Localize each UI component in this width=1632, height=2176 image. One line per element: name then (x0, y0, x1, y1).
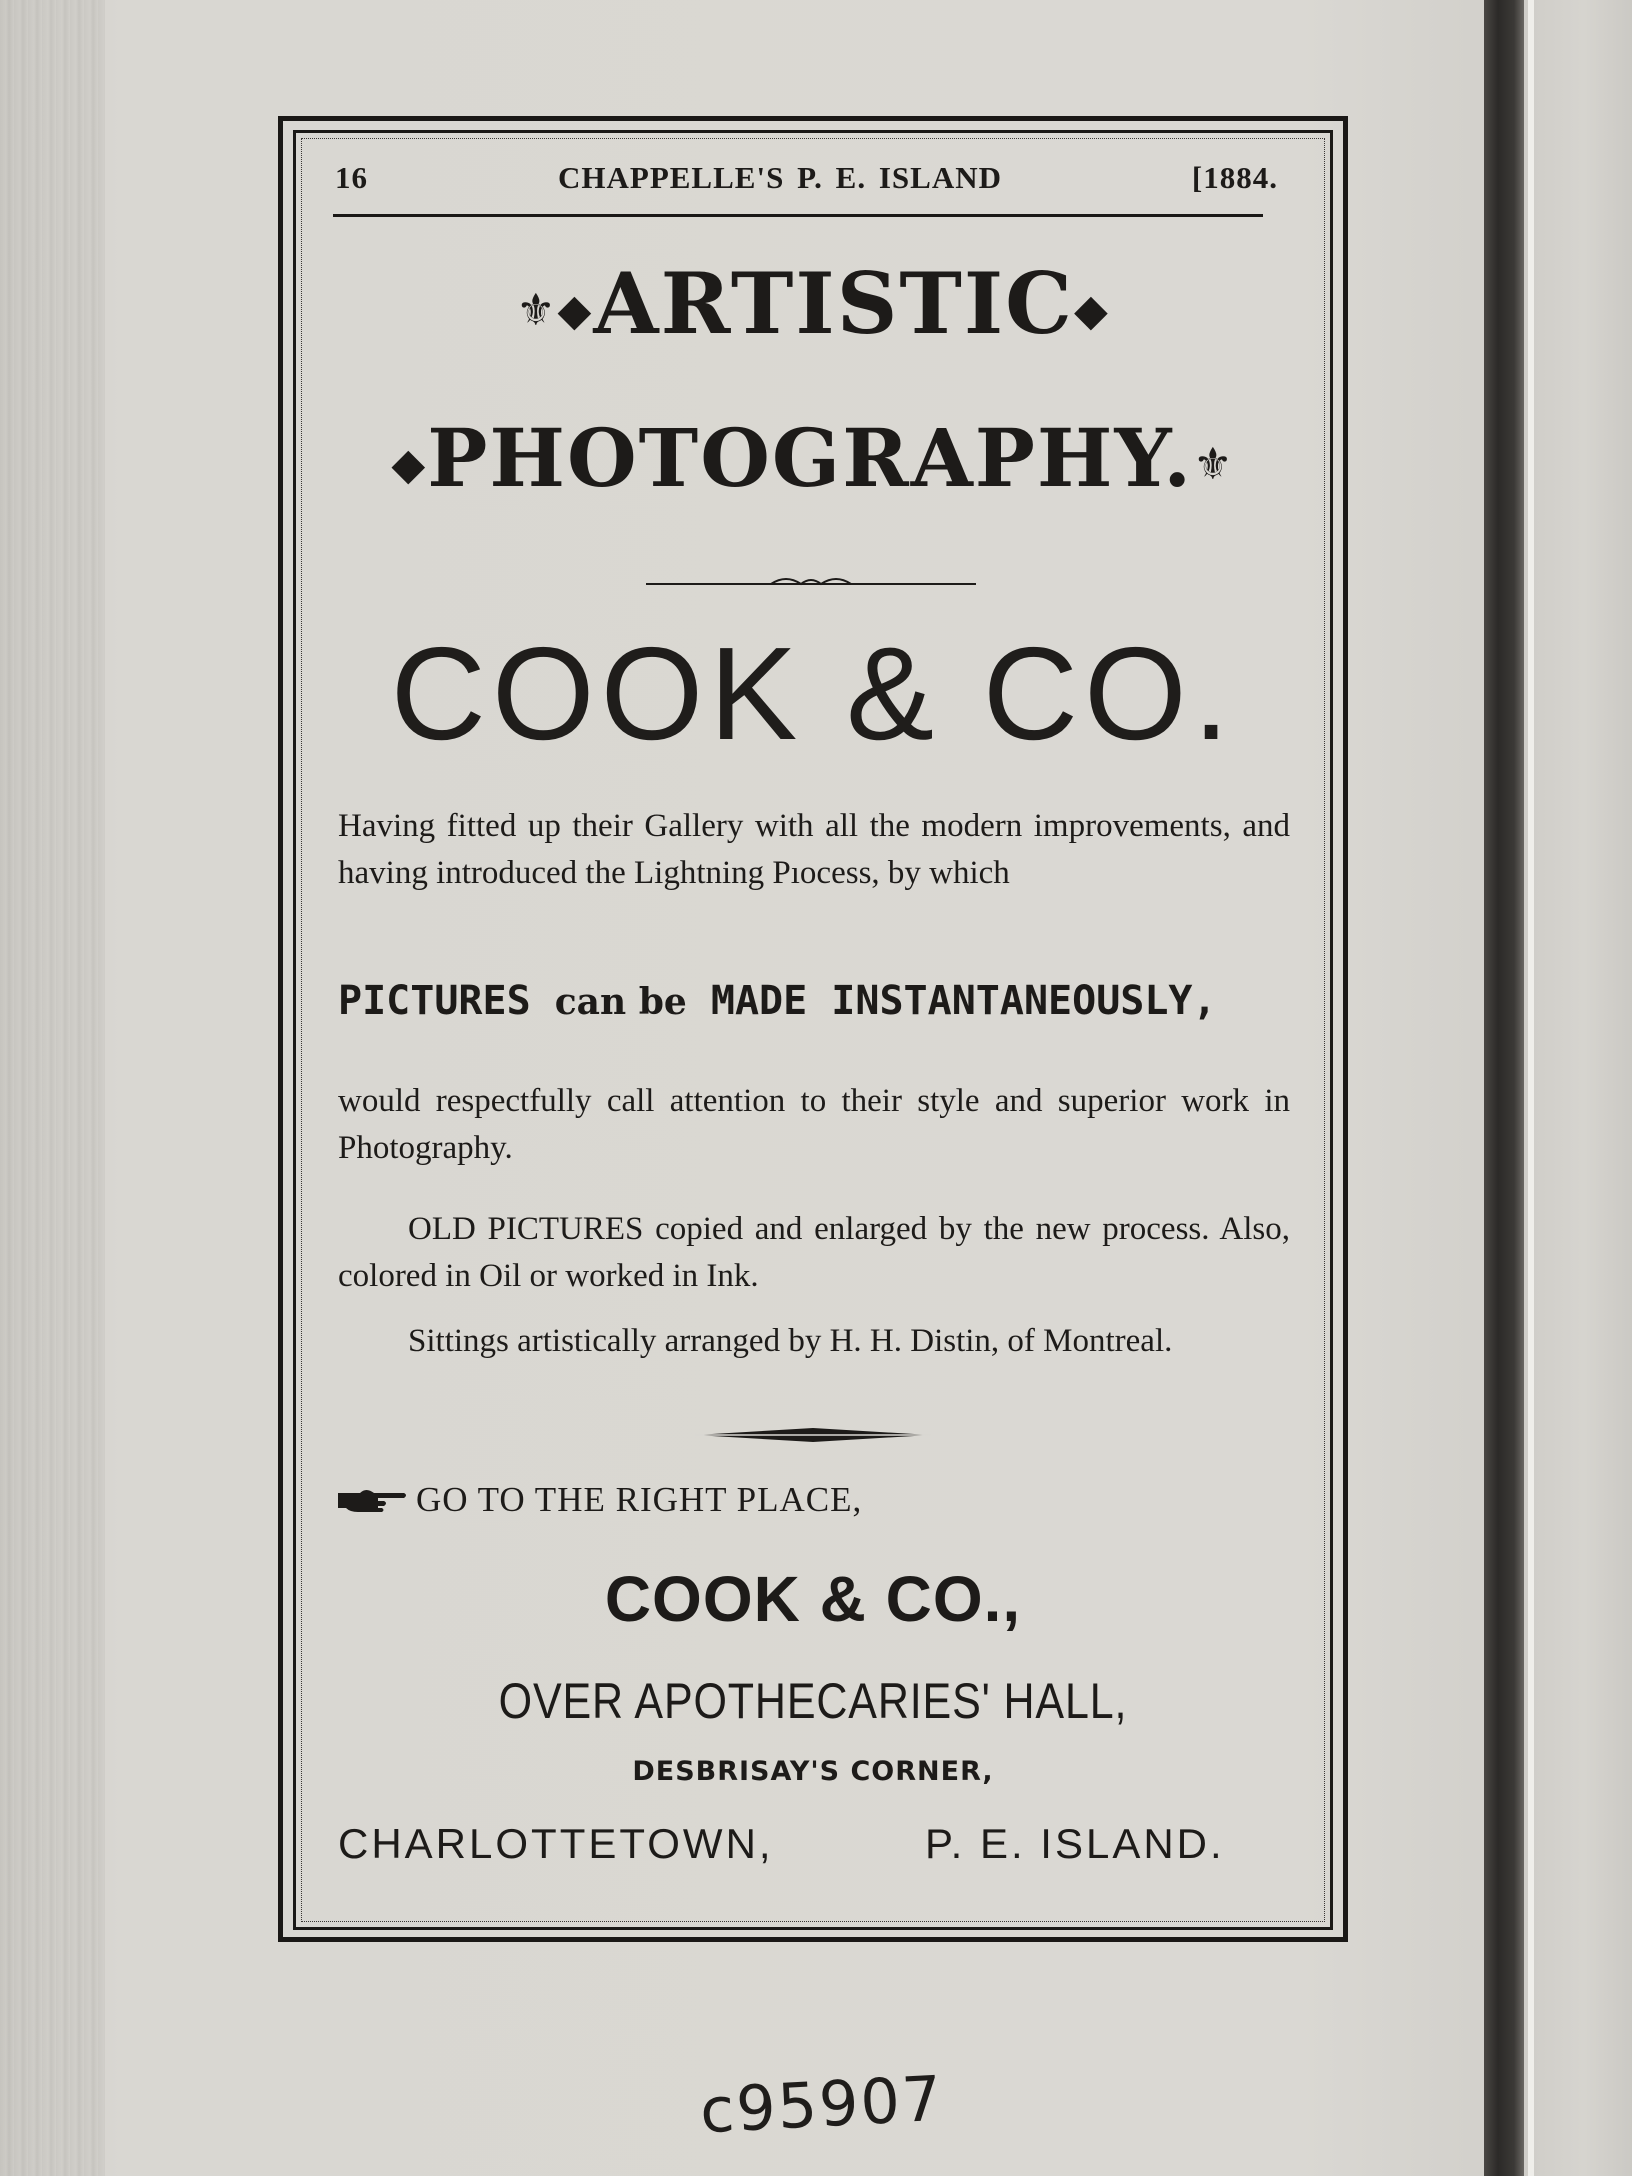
address-line (338, 1820, 1298, 1868)
headline-made-instantaneously: MADE INSTANTANEOUSLY, (710, 978, 1217, 1024)
location-line: OVER APOTHECARIES' HALL, (498, 1673, 1128, 1729)
city-name: CHARLOTTETOWN, (338, 1820, 774, 1867)
handwritten-catalog-number: c95907 (698, 2061, 946, 2148)
fleuron-icon: ⚜ (1193, 439, 1235, 491)
book-spine (1484, 0, 1524, 2176)
running-header (333, 150, 1288, 210)
heading-photography (333, 411, 1293, 505)
diamond-icon: ◆ (1074, 285, 1110, 336)
diamond-rule (695, 1424, 931, 1446)
headline-can-be: can be (554, 981, 687, 1023)
advertisement-frame-inner (293, 130, 1333, 1930)
page-edge-right (1524, 0, 1632, 2176)
go-to-text: GO TO THE RIGHT PLACE, (416, 1480, 863, 1519)
heading-artistic (333, 254, 1293, 353)
page-number: 16 (335, 160, 368, 195)
publication-year: [1884. (1191, 160, 1278, 195)
page-edge-highlight (1528, 0, 1534, 2176)
pointing-hand-icon (336, 1485, 408, 1515)
heading-photography-text: PHOTOGRAPHY. (427, 411, 1194, 505)
firm-name-bold: COOK & CO., (604, 1563, 1022, 1635)
page-header (333, 150, 1288, 210)
island-name: P. E. ISLAND. (925, 1820, 1225, 1867)
headline-pictures-word: PICTURES (338, 978, 531, 1024)
corner-line: DESBRISAY'S CORNER, (632, 1756, 994, 1787)
paragraph-old-pictures: OLD PICTURES copied and enlarged by the new process. Also, colored in Oil or worked in Ink. (338, 1211, 1290, 1294)
firm-name-large: COOK & CO. (390, 620, 1236, 767)
headline-instantaneously (338, 978, 1298, 1024)
heading-artistic-text: ARTISTIC (593, 254, 1075, 353)
paragraph-gallery: Having fitted up their Gallery with all the modern improvements, and having introduced the Lightning Pıocess, by which (338, 808, 1290, 891)
ornamental-rule (646, 570, 976, 594)
diamond-icon: ◆ (391, 439, 428, 491)
header-rule (333, 214, 1263, 217)
page-edge-left (0, 0, 105, 2176)
fleuron-icon: ⚜◆ (516, 285, 594, 336)
publication-title: CHAPPELLE'S P. E. ISLAND (558, 160, 1002, 195)
paragraph-sittings: Sittings artistically arranged by H. H. Distin, of Montreal. (408, 1323, 1173, 1359)
paragraph-style: would respectfully call attention to their style and superior work in Photography. (338, 1083, 1290, 1166)
go-to-line (336, 1480, 1236, 1520)
